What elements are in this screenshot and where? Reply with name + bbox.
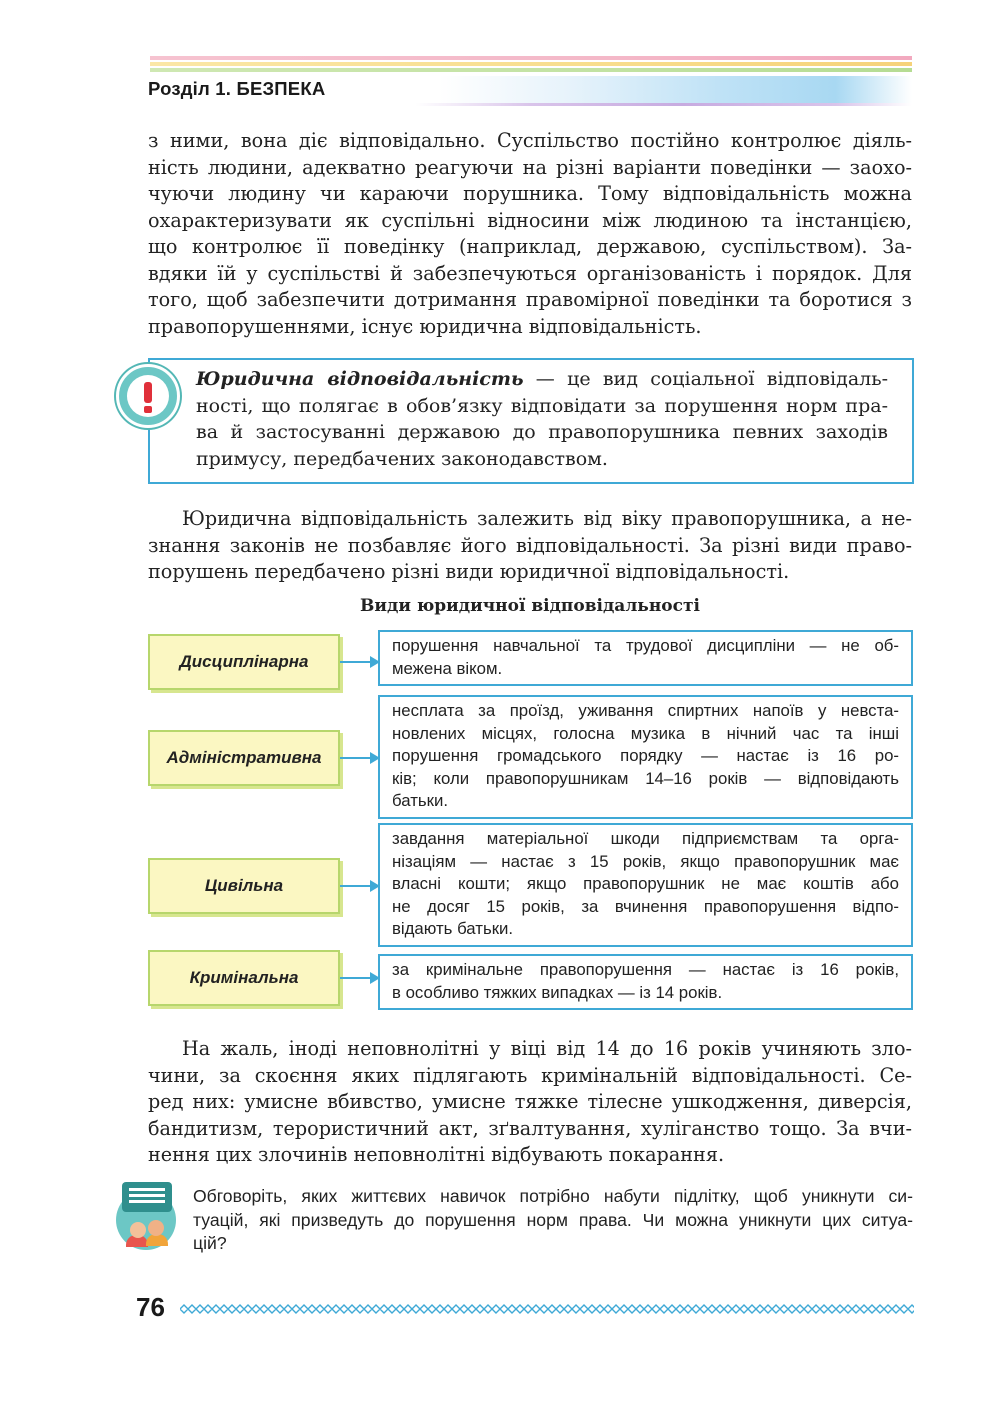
page-number: 76: [136, 1292, 165, 1322]
text-line: ред них: умисне вбивство, умисне тяжке тілесне ушкодження, диверсія,: [148, 1090, 912, 1113]
text-line: того, щоб забезпечити дотримання правомірної поведінки та боротися з: [148, 288, 912, 311]
text-line: примусу, передбачених законодавством.: [196, 447, 608, 470]
category-disciplinary: Дисциплінарна: [148, 634, 340, 690]
definition-text: [196, 366, 888, 472]
exclamation-icon: [116, 364, 180, 428]
category-criminal: Кримінальна: [148, 950, 340, 1006]
section-title: Розділ 1. БЕЗПЕКА: [148, 78, 326, 99]
text-line: вдяки їй у суспільстві й забезпечуються організованість і порядок. Для: [148, 261, 912, 285]
text-line: що контролює її поведінку (наприклад, державою, суспільством). За-: [148, 235, 912, 258]
text-line: На жаль, іноді неповнолітні у віці від 14 до 16 років учиняють зло-: [182, 1037, 912, 1060]
text-line: з ними, вона діє відповідально. Суспільство постійно контролює діяль-: [148, 129, 912, 152]
definition-first-line: Юридична відповідальність — це вид соціальної відповідаль-: [196, 368, 888, 390]
text-line: нення цих злочинів неповнолітні відбувають покарання.: [148, 1143, 725, 1166]
text-line: правопорушеннями, існує юридична відповідальність.: [148, 314, 702, 338]
header-stripe-pink: [150, 56, 912, 60]
discussion-icon: [116, 1182, 178, 1250]
arrow-icon: [340, 977, 378, 979]
text-line: ності, що полягає в обов’язку відповідати за порушення норм пра-: [196, 394, 888, 417]
description-civil: завдання матеріальної шкоди підприємствам та орга- нізаціям — настає з 15 років, якщо правопорушник має власні кошти; якщо правопорушник не має коштів або не досяг 15 років, за вчинення правопорушення відпо- відають батьки.: [378, 823, 913, 947]
arrow-icon: [340, 661, 378, 663]
text-line: знання законів не позбавляє його відповідальності. За різні види право-: [148, 533, 912, 557]
footer-ornament: [180, 1302, 914, 1316]
text-line: порушень передбачено різні види юридичної відповідальності.: [148, 560, 790, 583]
text-line: чини, за скоєння яких підлягають кримінальній відповідальності. Се-: [148, 1063, 912, 1087]
arrow-icon: [340, 885, 378, 887]
paragraph-1: [148, 128, 912, 340]
paragraph-3: [148, 1036, 912, 1169]
diagram-title: Види юридичної відповідальності: [360, 596, 700, 616]
text-line: ність людини, адекватно реагуючи на різні варіанти поведінки — заохо-: [148, 155, 912, 179]
arrow-icon: [340, 757, 378, 759]
text-line: охарактеризувати як суспільні відносини між людиною та інстанцією,: [148, 208, 912, 232]
text-line: бандитизм, терористичний акт, зґвалтування, хуліганство тощо. За вчи-: [148, 1116, 912, 1140]
category-administrative: Адміністративна: [148, 730, 340, 786]
paragraph-2: [148, 506, 912, 586]
text-line: чуючи людину чи караючи порушника. Тому відповідальність можна: [148, 182, 912, 205]
description-administrative: несплата за проїзд, уживання спиртних напоїв у невста- новлених місцях, голосна музика в нічний час та інші порушення громадського порядку — настає із 16 ро- ків; коли правопорушникам 14–16 років — відповідають батьки.: [378, 695, 913, 819]
definition-term: Юридична відповідальність: [196, 368, 524, 390]
text-line: ва й застосуванні державою до правопорушника певних заходів: [196, 421, 888, 443]
header-underline: [148, 103, 912, 106]
text-line: Юридична відповідальність залежить від віку правопорушника, а не-: [182, 507, 912, 530]
discussion-text: Обговоріть, яких життєвих навичок потрібно набути підлітку, щоб уникнути си- туацій, які призведуть до порушення норм права. Чи можна уникнути цих ситуа- цій?: [193, 1186, 913, 1253]
description-disciplinary: порушення навчальної та трудової дисципліни — не об- межена віком.: [378, 630, 913, 686]
header-stripe-yellow: [150, 62, 912, 66]
description-criminal: за кримінальне правопорушення — настає із 16 років, в особливо тяжких випадках — із 14 років.: [378, 954, 913, 1010]
category-civil: Цивільна: [148, 858, 340, 914]
header-stripe-green: [150, 68, 912, 72]
